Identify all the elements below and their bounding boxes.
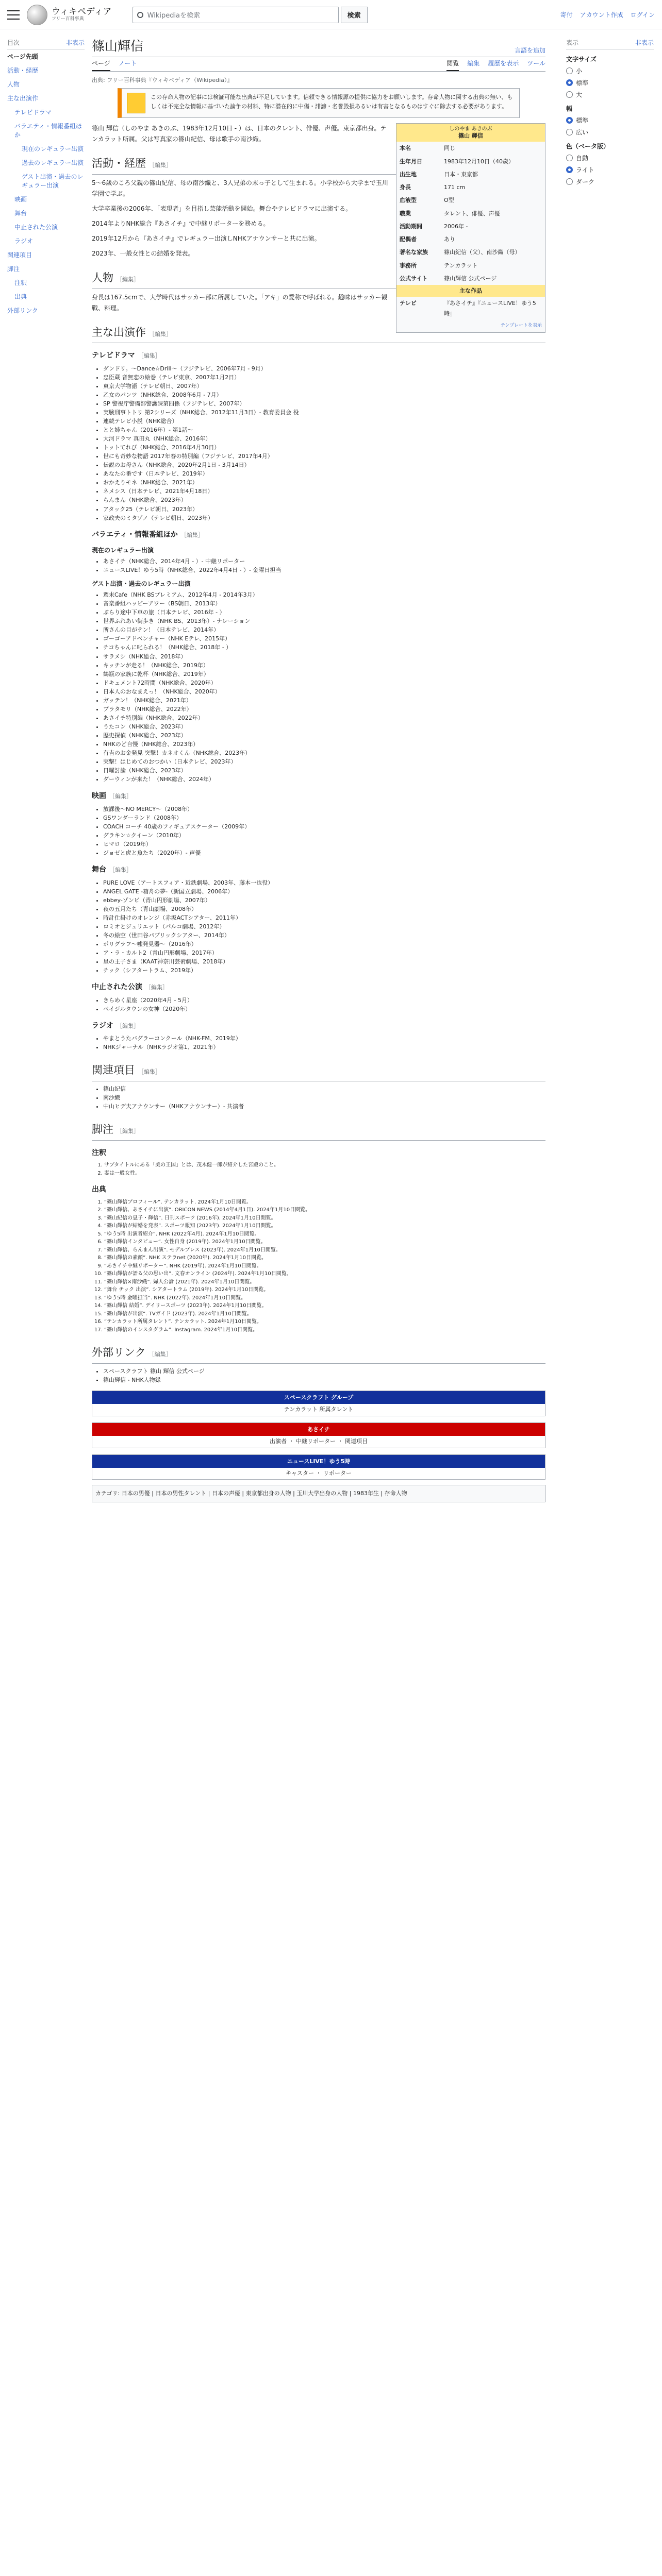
navbox-title[interactable]: ニュースLIVE！ゆう5時 [92,1455,545,1468]
tab-history[interactable]: 履歴を表示 [488,60,519,67]
radio-option[interactable] [566,177,654,186]
edit-section-link[interactable]: ［編集］ [117,276,139,283]
section-heading-notes: 脚注 [92,1123,113,1136]
list-item[interactable]: • COACH コーチ 40歳のフィギュアスケーター（2009年） [103,822,545,831]
list-item[interactable]: 1. “篠山輝信プロフィール”. テンカラット. 2024年1月10日閲覧。 [104,1198,545,1207]
list-item[interactable]: • ポリグラフ〜嘘発見器〜（2016年） [103,940,545,948]
list-item[interactable]: • 放課後〜NO MERCY〜（2008年） [103,805,545,814]
list-item[interactable]: • ANGEL GATE -箱舟の夢-（新国立劇場、2006年） [103,887,545,896]
list-item[interactable]: • あなたの番です（日本テレビ、2019年） [103,469,545,478]
tab-read[interactable]: 閲覧 [446,59,459,71]
list-item[interactable]: • 実験刑事トトリ 第2シリーズ（NHK総合、2012年11月3日）- 教育委員会 役 [103,408,545,417]
list-item[interactable]: • 篠山紀信 [103,1084,545,1093]
radio-icon [566,91,573,98]
list-item[interactable]: • ニュースLIVE！ゆう5時（NHK総合、2022年4月4日 - ）- 金曜日担当 [103,566,545,574]
appearance-panel [566,36,654,189]
list-item[interactable]: • アタック25（テレビ朝日、2023年） [103,505,545,514]
radio-icon [566,129,573,135]
toc-item[interactable]: 関連項目 [7,251,32,259]
toc-hide-button[interactable]: 非表示 [65,39,85,46]
list-item[interactable]: • 世界ふれあい街歩き（NHK BS、2013年）- ナレーション [103,617,545,625]
list-item[interactable]: 13. “ゆう5時 金曜担当”. NHK (2022年). 2024年1月10日閲覧。 [104,1294,545,1302]
infobox-value: 同じ [444,145,455,152]
infobox-works-value: 『あさイチ』『ニュースLIVE！ゆう5時』 [444,300,536,317]
radio-option[interactable] [566,90,654,99]
navbox-title[interactable]: あさイチ [92,1423,545,1436]
subsection-notes: 注釈 [92,1148,106,1157]
list-item[interactable]: • ベイジルタウンの女神（2020年） [103,1005,545,1013]
list-item[interactable]: • 夜の五月たち（青山劇場、2008年） [103,905,545,913]
radio-icon [566,166,573,173]
list-item[interactable]: 15. “篠山輝信が出演”. TVガイド (2023年). 2024年1月10日閲覧。 [104,1310,545,1318]
navbox [92,1454,545,1480]
radio-label: 標準 [576,79,589,87]
list-item[interactable]: • チコちゃんに叱られる！（NHK総合、2018年 - ） [103,643,545,652]
list-item[interactable]: • ア・ラ・カルト2（青山円形劇場、2017年） [103,948,545,957]
radio-label: ダーク [576,178,595,185]
list-item[interactable]: • 時計仕掛けのオレンジ（赤坂ACTシアター、2011年） [103,913,545,922]
template-link[interactable]: テンプレートを表示 [500,323,542,328]
edit-section-link[interactable]: ［編集］ [109,793,132,800]
maintenance-notice [118,88,520,118]
toc-item[interactable]: 注釈 [14,279,27,286]
toc-item[interactable]: 過去のレギュラー出演 [22,159,84,166]
subsection-past: ゲスト出演・過去のレギュラー出演 [92,580,191,588]
toc-item[interactable]: 脚注 [7,265,20,273]
edit-section-link[interactable]: ［編集］ [148,1351,172,1358]
list-item[interactable]: • スペースクラフト 篠山 輝信 公式ページ [103,1367,545,1376]
list-item[interactable]: 4. “篠山輝信が結婚を発表”. スポーツ報知 (2023年). 2024年1月10日閲覧。 [104,1222,545,1230]
list-item[interactable]: • ジョゼと虎と魚たち（2020年）- 声優 [103,849,545,857]
radio-label: 自動 [576,155,589,162]
list-item[interactable]: • 伝説のお母さん（NHK総合、2020年2月1日 - 3月14日） [103,461,545,469]
list-item[interactable]: • あさイチ特別編（NHK総合、2022年） [103,714,545,722]
lead-paragraph: 篠山 輝信（しのやま あきのぶ、1983年12月10日 - ）は、日本のタレント、俳優、声優。東京都出身。テンカラット所属。父は写真家の篠山紀信、母は歌手の南沙織。 [92,125,387,143]
radio-icon [566,67,573,74]
infobox-works-label: テレビ [400,300,417,307]
tab-tools[interactable]: ツール [527,60,545,67]
list-item[interactable]: • ダンドリ。〜Dance☆Drill〜（フジテレビ、2006年7月 - 9月） [103,364,545,373]
site-logo[interactable] [27,5,112,25]
list-item[interactable]: 11. “篠山輝信×南沙織”. 婦人公論 (2021年). 2024年1月10日閲覧。 [104,1278,545,1286]
list-item[interactable]: • GSワンダーランド（2008年） [103,814,545,822]
toc-item[interactable]: ゲスト出演・過去のレギュラー出演 [22,173,84,189]
list-item[interactable]: 10. “篠山輝信が語る父の思い出”. 文春オンライン (2024年). 2024年1月10日閲覧。 [104,1270,545,1278]
page-source-note: 出典: フリー百科事典『ウィキペディア（Wikipedia）』 [92,77,233,83]
toc-title: 目次 [7,39,20,46]
list-item[interactable]: • ロミオとジュリエット（パルコ劇場、2012年） [103,922,545,931]
login-link[interactable]: ログイン [630,11,655,19]
edit-section-link[interactable]: ［編集］ [117,1128,139,1135]
add-language-button[interactable]: 言語を追加 [514,47,545,54]
list-item[interactable]: • ebbey-ゾンビ（青山円形劇場、2007年） [103,896,545,905]
toc-item[interactable]: 出典 [14,293,27,300]
section-heading-related: 関連項目 [92,1064,135,1077]
list-item[interactable]: 9. “あさイチ中継リポーター”. NHK (2019年). 2024年1月10日閲覧。 [104,1262,545,1270]
list-item[interactable]: 12. “舞台 チック 出演”. シアタートラム (2019年). 2024年1月10日閲覧。 [104,1286,545,1294]
list-item[interactable]: • ぶらり途中下車の旅（日本テレビ、2016年 - ） [103,608,545,617]
list-item[interactable]: 16. “テンカラット所属タレント”. テンカラット. 2024年1月10日閲覧。 [104,1318,545,1326]
infobox-label: 身長 [400,184,411,191]
list-item[interactable]: • ドキュメント72時間（NHK総合、2020年） [103,679,545,687]
toc-item[interactable]: 主な出演作 [7,95,39,102]
list-item[interactable]: • 日曜討論（NHK総合、2023年） [103,766,545,775]
list-item[interactable]: • 星の王子さま（KAAT神奈川芸術劇場、2018年） [103,957,545,966]
radio-label: 小 [576,67,583,75]
site-name: ウィキペディア [52,7,112,18]
book-warning-icon [127,93,145,113]
infobox-label: 著名な家族 [400,249,428,256]
list-item[interactable]: • きらめく星座（2020年4月 - 5月） [103,996,545,1005]
section-heading-person: 人物 [92,271,113,284]
section-heading-works: 主な出演作 [92,326,146,338]
infobox-value: 篠山紀信（父）、南沙織（母） [444,249,521,256]
infobox-name: 篠山 輝信 [458,132,483,139]
radio-option[interactable] [566,154,654,162]
list-item[interactable]: • 東京大学物語（テレビ朝日、2007年） [103,382,545,391]
infobox-label: 職業 [400,210,411,217]
infobox-value: テンカラット [444,262,478,269]
career-paragraph: 5〜6歳のころ父親の篠山紀信、母の南沙織と、3人兄弟の末っ子として生まれる。小学校から大学まで玉川学園で学ぶ。 [92,179,388,197]
infobox-value: 日本・東京都 [444,171,478,178]
list-item[interactable]: • 世にも奇妙な物語 2017年春の特別編（フジテレビ、2017年4月） [103,452,545,461]
radio-option[interactable] [566,116,654,125]
search-input[interactable] [133,7,339,23]
navbox [92,1391,545,1416]
list-item[interactable]: 5. “ゆう5時 出演者紹介”. NHK (2022年4月). 2024年1月10日閲覧。 [104,1230,545,1239]
subsection-tv-drama: テレビドラマ [92,351,135,360]
edit-section-link[interactable]: ［編集］ [149,162,172,168]
page-title: 篠山輝信 [92,39,144,54]
toc-item[interactable]: 活動・経歴 [7,67,39,74]
list-item[interactable]: • 中山ヒデ夫アナウンサー（NHKアナウンサー）- 共演者 [103,1102,545,1111]
list-item[interactable]: 3. “篠山紀信の息子・輝信”. 日刊スポーツ (2016年). 2024年1月10日閲覧。 [104,1214,545,1223]
section-heading-career: 活動・経歴 [92,157,146,170]
subsection-sources: 出典 [92,1185,106,1194]
infobox-works-heading: 主な作品 [396,285,545,297]
tab-edit[interactable]: 編集 [467,60,480,67]
subsection-cancelled: 中止された公演 [92,983,142,992]
infobox [396,123,545,333]
list-item[interactable]: • うたコン（NHK総合、2023年） [103,722,545,731]
list-item[interactable]: • ブラタモリ（NHK総合、2022年） [103,705,545,714]
donate-link[interactable]: 寄付 [560,11,573,19]
radio-label: ライト [576,166,594,174]
appearance-hide-button[interactable]: 非表示 [635,39,654,46]
notice-text: この存命人物の記事には検証可能な出典が不足しています。信頼できる情報源の提供に協力をお願いします。存命人物に関する出典の無い、もしくは不完全な情報に基づいた論争の材料、特に潜在的に中傷・誹謗・名誉毀損あるいは有害となるものはすぐに除去する必要があります。 [151,94,513,110]
infobox-label: 事務所 [400,262,417,269]
tab-page[interactable]: ページ [92,59,110,71]
toc-item[interactable]: 舞台 [14,210,27,217]
edit-section-link[interactable]: ［編集］ [109,867,132,873]
infobox-label: 公式サイト [400,275,428,282]
list-item[interactable]: • 忠臣蔵 音無恋の絵巻（テレビ東京、2007年1月2日） [103,373,545,382]
radio-label: 標準 [576,117,589,124]
infobox-value: 篠山輝信 公式ページ [444,275,497,282]
career-paragraph: 大学卒業後の2006年、「表現者」を目指し芸能活動を開始。舞台やテレビドラマに出演する。 [92,205,352,212]
width-heading: 幅 [566,105,573,112]
radio-label: 広い [576,129,589,136]
toc-item[interactable]: 映画 [14,196,27,203]
list-item[interactable]: • 大河ドラマ 真田丸（NHK総合、2016年） [103,434,545,443]
list-item[interactable]: • 乙女のパンツ（NHK総合、2008年6月 - 7月） [103,391,545,399]
toc-item[interactable]: 中止された公演 [14,224,58,231]
list-item[interactable]: • とと姉ちゃん（2016年）- 第1話〜 [103,426,545,434]
infobox-label: 出生地 [400,171,417,178]
toc-item[interactable]: バラエティ・情報番組ほか [14,123,82,139]
list-item[interactable]: • 所さんの目がテン！（日本テレビ、2014年） [103,625,545,634]
navbox-body[interactable]: 出演者 ・ 中継リポーター ・ 関連項目 [270,1438,368,1445]
list-item[interactable]: • ヒマロ（2019年） [103,840,545,849]
list-item[interactable]: 6. “篠山輝信インタビュー”. 女性自身 (2019年). 2024年1月10日閲覧。 [104,1238,545,1246]
infobox-value: タレント、俳優、声優 [444,210,500,217]
radio-icon [566,79,573,86]
tab-talk[interactable]: ノート [118,60,137,67]
user-tools [560,10,655,19]
navbox-title[interactable]: スペースクラフト グループ [92,1391,545,1404]
infobox-value: O型 [444,197,454,204]
list-item[interactable]: • ダーウィンが来た！（NHK総合、2024年） [103,775,545,784]
subsection-stage: 舞台 [92,866,106,874]
list-item[interactable]: • 冬の絵空（世田谷パブリックシアター、2014年） [103,931,545,940]
career-paragraph: 2014年よりNHK総合『あさイチ』で中継リポーターを務める。 [92,219,270,227]
search-icon [137,12,143,18]
person-paragraph: 身長は167.5cmで、大学時代はサッカー部に所属していた。「アキ」の愛称で呼ばれる。趣味はサッカー観戦、料理。 [92,293,388,312]
search-placeholder: Wikipediaを検索 [147,12,201,20]
edit-section-link[interactable]: ［編集］ [117,1022,139,1029]
subsection-variety: バラエティ・情報番組ほか [92,530,178,539]
list-item[interactable]: • 家政夫のミタゾノ（テレビ朝日、2023年） [103,514,545,522]
list-item[interactable]: • PURE LOVE（アートスフィア・近鉄劇場、2003年、藤本一也役） [103,878,545,887]
site-tagline: フリー百科事典 [52,16,84,22]
infobox-label: 血液型 [400,197,417,204]
list-item[interactable]: • 篠山輝信 - NHK人物録 [103,1376,545,1384]
career-paragraph: 2019年12月から『あさイチ』でレギュラー出演しNHKアナウンサーと共に出演。 [92,234,321,242]
toc-item[interactable]: 外部リンク [7,307,38,314]
edit-section-link[interactable]: ［編集］ [138,1069,161,1076]
list-item[interactable]: • 南沙織 [103,1093,545,1102]
list-item[interactable]: • ガッテン！（NHK総合、2021年） [103,696,545,705]
search-button[interactable]: 検索 [341,7,368,23]
radio-option[interactable] [566,128,654,137]
list-item[interactable]: • 日本人のおなまえっ！（NHK総合、2020年） [103,687,545,696]
toc-item[interactable]: 人物 [7,81,20,88]
list-item[interactable]: • あさイチ（NHK総合、2014年4月 - ）- 中継リポーター [103,557,545,566]
main-menu-icon[interactable] [7,10,20,20]
list-item[interactable]: • NHKジャーナル（NHKラジオ第1、2021年） [103,1043,545,1052]
radio-option[interactable] [566,78,654,87]
radio-option[interactable] [566,66,654,75]
create-account-link[interactable]: アカウント作成 [580,11,623,19]
navbox [92,1422,545,1448]
infobox-label: 活動期間 [400,223,422,230]
subsection-current: 現在のレギュラー出演 [92,547,154,554]
list-item[interactable]: • NHKのど自慢（NHK総合、2023年） [103,740,545,749]
list-item[interactable]: • おかえりモネ（NHK総合、2021年） [103,478,545,487]
infobox-label: 本名 [400,145,411,152]
color-heading: 色（ベータ版） [566,143,610,150]
edit-section-link[interactable]: ［編集］ [149,330,172,337]
list-item[interactable]: • 有吉のお金発見 突撃！カネオくん（NHK総合、2023年） [103,749,545,757]
list-item[interactable]: 7. “篠山輝信、らんまん出演”. モデルプレス (2023年). 2024年1月10日閲覧。 [104,1246,545,1255]
text-size-heading: 文字サイズ [566,56,597,63]
list-item[interactable]: • グラキン☆クイーン（2010年） [103,831,545,840]
list-item[interactable]: • ネメシス（日本テレビ、2021年4月18日） [103,487,545,496]
infobox-value: 2006年 - [444,223,468,230]
list-item[interactable]: • らんまん（NHK総合、2023年） [103,496,545,504]
toc-item[interactable]: ページ先頭 [7,53,38,60]
toc-item[interactable]: ラジオ [14,238,34,245]
edit-section-link[interactable]: ［編集］ [138,352,161,360]
infobox-value: 1983年12月10日（40歳） [444,158,514,165]
toc-sidebar [7,36,85,317]
edit-section-link[interactable]: ［編集］ [145,984,168,991]
edit-section-link[interactable]: ［編集］ [180,531,204,538]
wikipedia-globe-icon [27,5,47,25]
main-content [92,34,545,1502]
list-item[interactable]: • 鶴瓶の家族に乾杯（NHK総合、2019年） [103,670,545,679]
list-item[interactable]: • 歴史探偵（NHK総合、2023年） [103,731,545,740]
list-item[interactable]: • やまとうたバグラーコンクール（NHK-FM、2019年） [103,1034,545,1043]
list-item[interactable]: 8. “篠山輝信の素顔”. NHK ステラnet (2020年). 2024年1月10日閲覧。 [104,1254,545,1262]
radio-label: 大 [576,91,583,98]
list-item[interactable]: • ゴーゴーアドベンチャー（NHK Eテレ、2015年） [103,634,545,643]
list-item[interactable]: • チック（シアタートラム、2019年） [103,966,545,975]
list-item[interactable]: 1. サブタイトルにある「美の王国」とは、茂木健一郎が紹介した宮殿のこと。 [104,1161,545,1170]
infobox-value: 171 cm [444,184,466,191]
subsection-radio: ラジオ [92,1021,113,1030]
infobox-label: 生年月日 [400,158,422,165]
radio-option[interactable] [566,165,654,174]
radio-icon [566,178,573,185]
infobox-kana: しのやま あきのぶ [449,126,492,132]
list-item[interactable]: • 音楽番組ハッピーアワー（BS朝日、2013年） [103,599,545,608]
category-links[interactable]: カテゴリ: 日本の男優 | 日本の男性タレント | 日本の声優 | 東京都出身の人物 | 玉川大学出身の人物 | 1983年生 | 存命人物 [92,1485,545,1502]
toc-item[interactable]: 現在のレギュラー出演 [22,145,84,152]
career-paragraph: 2023年、一般女性との結婚を発表。 [92,249,194,257]
list-item[interactable]: 14. “篠山輝信 結婚”. デイリースポーツ (2023年). 2024年1月10日閲覧。 [104,1302,545,1310]
appearance-title: 表示 [566,39,579,46]
list-item[interactable]: 17. “篠山輝信のインスタグラム”. Instagram. 2024年1月10日閲覧。 [104,1326,545,1334]
site-header [0,0,662,30]
list-item[interactable]: • キッチンが走る！（NHK総合、2019年） [103,661,545,670]
navbox-body[interactable]: テンカラット 所属タレント [284,1406,354,1413]
list-item[interactable]: • トットてれび（NHK総合、2016年4月30日） [103,443,545,452]
list-item[interactable]: 2. 妻は一般女性。 [104,1170,545,1178]
infobox-value: あり [444,236,455,243]
list-item[interactable]: • 週末Cafe（NHK BSプレミアム、2012年4月 - 2014年3月） [103,590,545,599]
radio-icon [566,117,573,124]
radio-icon [566,155,573,161]
list-item[interactable]: • 連続テレビ小説（NHK総合） [103,417,545,426]
list-item[interactable]: • サラメシ（NHK総合、2018年） [103,652,545,661]
list-item[interactable]: 2. “篠山輝信、あさイチに出演”. ORICON NEWS (2014年4月1日). 2024年1月10日閲覧。 [104,1206,545,1214]
list-item[interactable]: • 突撃！はじめてのおつかい（日本テレビ、2023年） [103,757,545,766]
subsection-film: 映画 [92,792,106,801]
list-item[interactable]: • SP 警視庁警備部警護課第四係（フジテレビ、2007年） [103,399,545,408]
section-heading-external: 外部リンク [92,1346,146,1359]
infobox-label: 配偶者 [400,236,417,243]
navbox-body[interactable]: キャスター ・ リポーター [286,1469,352,1477]
toc-item[interactable]: テレビドラマ [14,109,52,116]
